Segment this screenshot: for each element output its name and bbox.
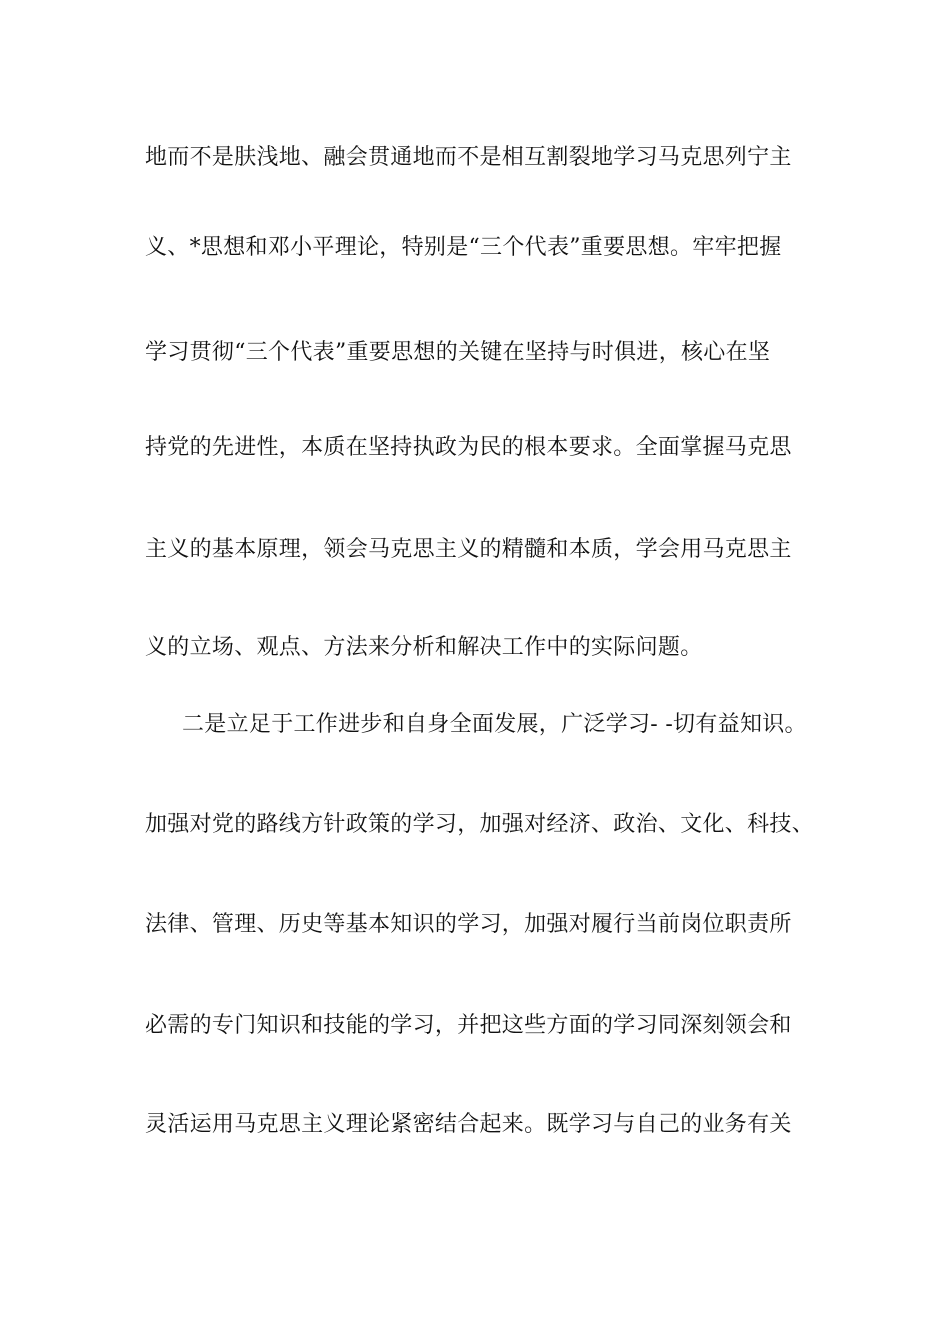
text-line: 学习贯彻“三个代表”重要思想的关键在坚持与时俱进，核心在坚 (145, 340, 771, 365)
text-line: 地而不是肤浅地、融会贯通地而不是相互割裂地学习马克思列宁主 (145, 145, 792, 170)
text-line: 加强对党的路线方针政策的学习，加强对经济、政治、文化、科技、 (145, 812, 815, 837)
text-line: 义、*思想和邓小平理论，特别是“三个代表”重要思想。牢牢把握 (145, 235, 782, 260)
text-line: 主义的基本原理，领会马克思主义的精髓和本质，学会用马克思主 (145, 537, 792, 562)
text-line: 必需的专门知识和技能的学习，并把这些方面的学习同深刻领会和 (145, 1013, 792, 1038)
text-line: 持党的先进性，本质在坚持执政为民的根本要求。全面掌握马克思 (145, 435, 792, 460)
text-line: 义的立场、观点、方法来分析和解决工作中的实际问题。 (145, 635, 703, 660)
text-line: 法律、管理、历史等基本知识的学习，加强对履行当前岗位职责所 (145, 912, 792, 937)
text-line: 灵活运用马克思主义理论紧密结合起来。既学习与自己的业务有关 (145, 1112, 792, 1137)
paragraph-start-line: 二是立足于工作进步和自身全面发展，广泛学习- -切有益知识。 (182, 712, 807, 737)
